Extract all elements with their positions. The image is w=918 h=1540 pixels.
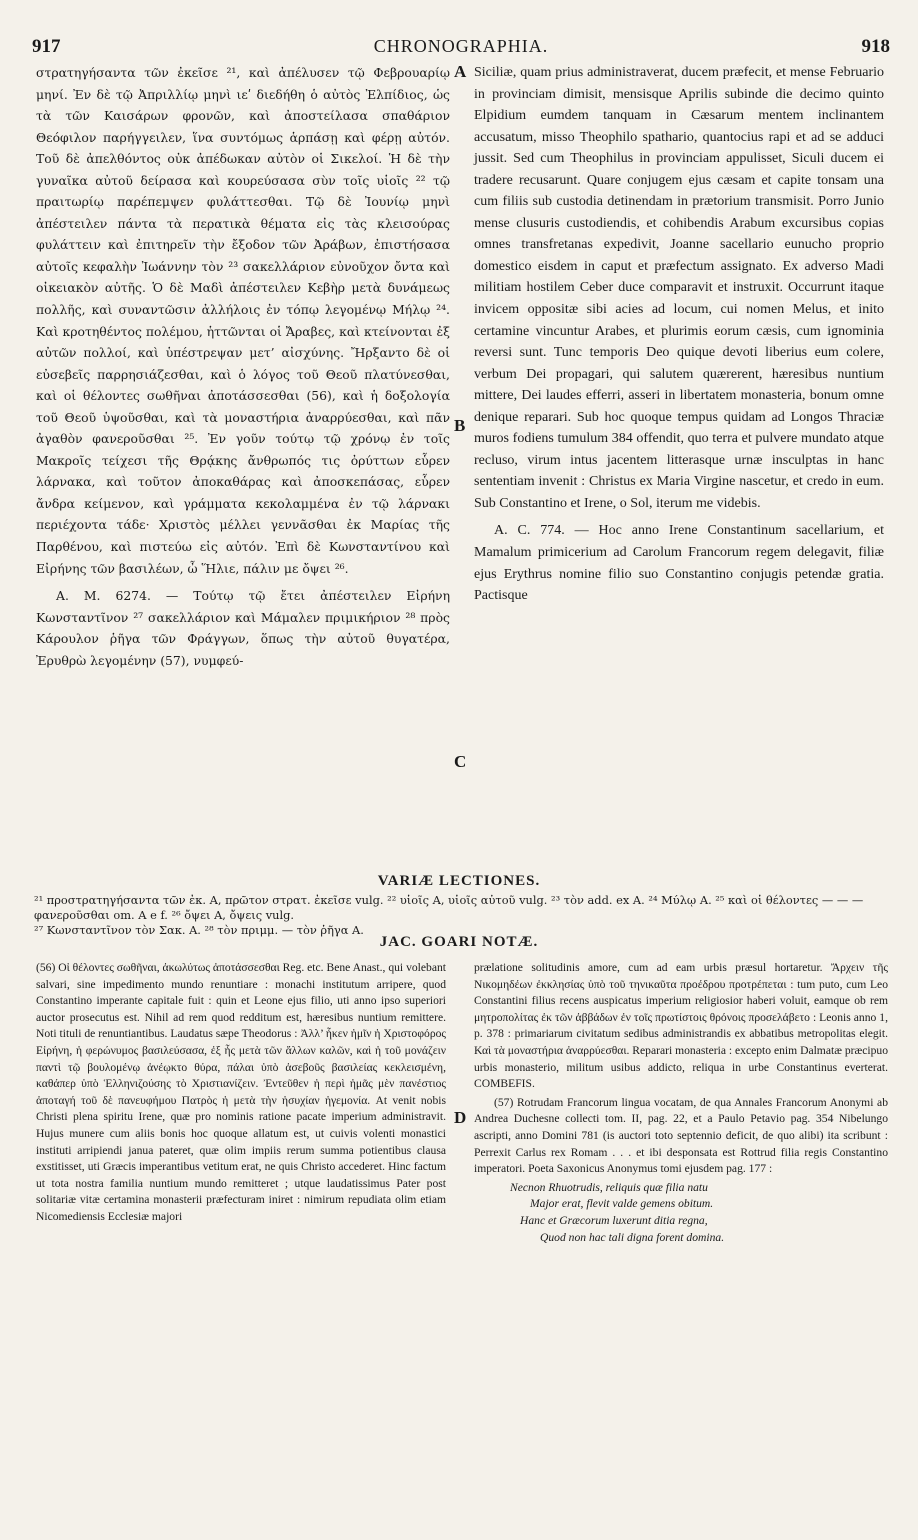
latin-paragraph-2: A. C. 774. — Hoc anno Irene Constantinum sacellarium, et Mamalum primicerium ad Carolum Francorum regem delegavit, filiæ ejus Erythrus nomine filio suo Constantino conjugis petendæ gratia. Pactisque [474, 523, 884, 604]
greek-text-column [36, 62, 450, 671]
poem [474, 1180, 888, 1246]
variae-line-2: ²⁷ Κωνσταντῖνον τὸν Σακ. A. ²⁸ τὸν πριμμ. — τὸν ῥῆγα A. [34, 923, 364, 937]
poem-line-2: Major erat, flevit valde gemens obitum. [530, 1197, 714, 1211]
notes-right-column [474, 960, 888, 1246]
variae-lectiones [34, 893, 886, 938]
margin-mark-d: D [454, 1108, 467, 1127]
note-57: (57) Rotrudam Francorum lingua vocatam, de qua Annales Francorum Anonymi ab Andrea Duchesne collecti tom. II, pag. 22, et a Paulo Petavio pag. 354 Nibelungo ascripti, anno Domini 781 (is auctori toto septennio deficit, de quo alibi) ita scribunt : Perrexit Carlus rex Romam . . . et ibi desponsata est Rottrud filia regis Constantino imperatori. Poeta Saxonicus Anonymus tomi ejusdem pag. 177 : [474, 1095, 888, 1176]
margin-mark-a: A [454, 62, 467, 81]
poem-line-4: Quod non hac tali digna forent domina. [540, 1230, 725, 1244]
note-56: (56) Οἱ θέλοντες σωθῆναι, ἀκωλύτως ἀποτάσσεσθαι Reg. etc. Bene Anast., qui volebant salvari, sine impedimento mundo renuntiare : monachi institutum arripere, quod Constantino imperante capitale fuit : quin et Leone ejus filio, uti anno ipso superiori auctor prosecutus est. Nihil ad rem quod redditum est, hæresibus nuntium remittere. Noti tituli de renuntiantibus. Laudatus sæpe Theodorus : Ἀλλ’ ἧκεν ἡμῖν ἡ Χριστοφόρος Εἰρήνη, ἡ φερώνυμος βασιλεύσασα, ἐξ ἧς μετὰ τῶν ἄλλων καλῶν, καὶ ἡ τοῦ μονάζειν παντὶ τῷ βουλομένῳ ἀνέῳκτο θύρα, πάλαι ὑπὸ ἀσεβοῦς βασιλείας κεκλεισμένη, καθάπερ ὑπὸ Ἑλληνιζούσης τὸ Χριστιανίζειν. Ἐντεῦθεν ἡ περὶ ἡμᾶς μὲν πανέστιος ἀποταγή τοῦ δὲ πανευφήμου Πατρὸς ἡ μετὰ τὴν ἡσυχίαν ἡγεμονία. At venit nobis Christi plena spiritu Irene, quæ pro nominis ratione pacate imperium administravit. Hujus munere cum aliis bonis hoc quoque allatum est, ut cuivis volenti monastici instituti arripiendi janua pateret, quæ olim impiis rerum summa potientibus clausa exstitisset, uti Græcis imperantibus vetitum erat, ne quis Christo accederet. Hinc factum ut tota nostra familia nuntium mundo remitteret ; utque laudatissimus Pater post solitariæ vitæ certamina monasterii præfecturam iniret : nimirum repudiata olim etiam Nicomediensis Ecclesiæ majori [36, 961, 446, 1223]
greek-paragraph-1: στρατηγήσαντα τῶν ἐκεῖσε ²¹, καὶ ἀπέλυσεν τῷ Φεβρουαρίῳ μηνί. Ἐν δὲ τῷ Ἀπριλλίῳ μηνὶ ιεʹ διεδήθη ὁ αὐτὸς Ἐλπίδιος, ὡς τὰ τῶν Καισάρων φρονῶν, καὶ ἀποστείλασα σπαθάριον Θεόφιλον παρήγγειλεν, ἵνα συντόμως ἁρπάσῃ καὶ φέρῃ αὐτόν. Τοῦ δὲ ἀπελθόντος οὐκ ἀπέδωκαν αὐτὸν οἱ Σικελοί. Ἡ δὲ τὴν γυναῖκα αὐτοῦ δείρασα καὶ κουρεύσασα σὺν τοῖς υἱοῖς ²² τῷ πραιτωρίῳ παρέπεμψεν φυλάττεσθαι. Τῷ δὲ Ἰουνίῳ μηνὶ ἀπέστειλεν πάντα τὰ περατικὰ θέματα εἰς τὰς κλεισούρας φυλάττειν καὶ ἐπιτηρεῖν τὴν ἔξοδον τῶν Ἀράβων, ἐπιστήσασα αὐτοῖς κεφαλὴν Ἰωάννην τὸν ²³ σακελλάριον εὐνοῦχον ὄντα καὶ οἰκειακὸν αὐτῆς. Ὁ δὲ Μαδὶ ἀπέστειλεν Κεβὴρ μετὰ δυνάμεως πολλῆς, καὶ συναντῶσιν ἀλλήλοις ἐν τόπῳ λεγομένῳ Μήλῳ ²⁴. Καὶ κροτηθέντος πολέμου, ἡττῶνται οἱ Ἄραβες, καὶ κτείνονται ἐξ αὐτῶν πολλοί, καὶ ὑπέστρεψαν μετ’ αἰσχύνης. Ἤρξαντο δὲ οἱ εὐσεβεῖς παρρησιάζεσθαι, καὶ ὁ λόγος τοῦ Θεοῦ πλατύνεσθαι, καὶ οἱ θέλοντες σωθῆναι ἀποτάσσεσθαι (56), καὶ ἡ δοξολογία τοῦ Θεοῦ ὑψοῦσθαι, καὶ τὰ μοναστήρια ἀναρρύεσθαι, καὶ πᾶν ἀγαθὸν φανεροῦσθαι ²⁵. Ἐν γοῦν τούτῳ τῷ χρόνῳ ἐν τοῖς Μακροῖς τείχεσι τῆς Θρᾴκης ἄνθρωπός τις ὀρύττων εὗρεν λάρνακα, καὶ τοῦτον ἀποκαθάρας καὶ ἀποσκεπάσας, εὗρεν ἄνδρα κείμενον, καὶ γράμματα κεκολαμμένα ἐν τῷ λάρνακι περιέχοντα τάδε· Χριστὸς μέλλει γεννᾶσθαι ἐκ Μαρίας τῆς Παρθένου, καὶ πιστεύω εἰς αὐτόν. Ἐπὶ δὲ Κωνσταντίνου καὶ Εἰρήνης τῶν βασιλέων, ὦ Ἥλιε, πάλιν με ὄψει ²⁶. [36, 65, 450, 576]
latin-paragraph-1: Siciliæ, quam prius administraverat, ducem præfecit, et mense Februario in provinciam dimisit, mensisque Aprilis subinde die decimo quinto Elpidium eumdem tanquam in Cæsarum mentem inclinantem accusatum, misso Theophilo spathario, quantocius rapi et ad se adduci jussit. Sed cum Theophilus in provinciam appulisset, Siculi ducem ei tradere recusarunt. Quare conjugem ejus cæsam et capite tonsam una cum filiis sub custodia detinendam in prætorium transmisit. Porro Junio mense clusuris custodiendis, et cohibendis Arabum excursibus copias omnes transfretanas expedivit, Joanne sacellario eunucho proprio domestico eisdem in caput et præfectum assignato. Ex adverso Madi militiam hostilem Ceber duce comparavit et instruxit. Occurrunt itaque invicem oppositæ sibi acies ad locum, cui nomen Melus, et inito certamine vincuntur Arabes, et plurimis eorum cæsis, cum ignominia reversi sunt. Tunc temporis Deo quique devoti liberius eum colere, verbum Dei propagari, qui salutem quærerent, hæresibus nuntium mittere, Dei laudes efferri, asseri in libertatem monasteria, bonum omne denique reparari. Sub hoc quoque tempus quidam ad Longos Thraciæ muros fodiens tumulum 384 offendit, quo terra et pulvere mundato atque recluso, virum intus jacentem litterasque urnæ insculptas in hanc sententiam invenit : Christus ex Maria Virgine nascetur, et credo in eum. Sub Constantino et Irene, o Sol, iterum me videbis. [474, 65, 884, 511]
variae-line-1: ²¹ προστρατηγήσαντα τῶν ἐκ. A, πρῶτον στρατ. ἐκεῖσε vulg. ²² υἱοῖς A, υἱοῖς αὐτοῦ vulg. ²³ τὸν add. ex A. ²⁴ Μύλῳ A. ²⁵ καὶ οἱ θέλοντες — — — φανεροῦσθαι om. A e f. ²⁶ ὄψει A, ὄψεις vulg. [34, 893, 864, 922]
running-title: CHRONOGRAPHIA. [373, 36, 549, 56]
greek-paragraph-2: A. M. 6274. — Τούτῳ τῷ ἔτει ἀπέστειλεν Εἰρήνη Κωνσταντῖνον ²⁷ σακελλάριον καὶ Μάμαλεν πριμικήριον ²⁸ πρὸς Κάρουλον ῥῆγα τῶν Φράγγων, ὅπως τὴν αὐτοῦ θυγατέρα, Ἐρυθρὼ λεγομένην (57), νυμφεύ- [36, 588, 450, 668]
notes-left-column [36, 960, 446, 1226]
latin-text-column [474, 62, 884, 607]
page-number-left: 917 [32, 36, 61, 57]
running-head [32, 36, 890, 58]
page-number-right: 918 [861, 36, 890, 57]
margin-mark-b: B [454, 416, 466, 435]
note-56-continued: prælatione solitudinis amore, cum ad eam urbis præsul hortaretur. Ἄρχειν τῆς Νικομηδέων ἐκκλησίας ὑπὸ τοῦ τηνικαῦτα προέδρου προτρέπεται : tum puto, cum Leo Constantini filius recens auspicatus imperium religiosior haberi voluit, eamque ob rem μητροπολίτας ἐκ τῶν ἀββάδων ἐν τοῖς πρωτίστοις θρόνοις προσελάβετο : Leonis anno 1, p. 378 : primariarum civitatum sedibus administrandis ex abbatibus metropolitas elegit. Καὶ τὰ μοναστήρια ἀναρρύεσθαι. Reparari monasteria : excepto enim Dalmatæ præcipuo urbis monasterio, militum usibus addicto, reliqua in urbe Constantinus everterat. COMBEFIS. [474, 961, 888, 1091]
notes-heading: JAC. GOARI NOTÆ. [379, 934, 539, 950]
poem-line-1: Necnon Rhuotrudis, reliquis quæ filia natu [510, 1180, 708, 1194]
poem-line-3: Hanc et Græcorum luxerunt ditia regna, [520, 1213, 708, 1227]
variae-heading: VARIÆ LECTIONES. [377, 873, 541, 889]
margin-mark-c: C [454, 752, 467, 771]
